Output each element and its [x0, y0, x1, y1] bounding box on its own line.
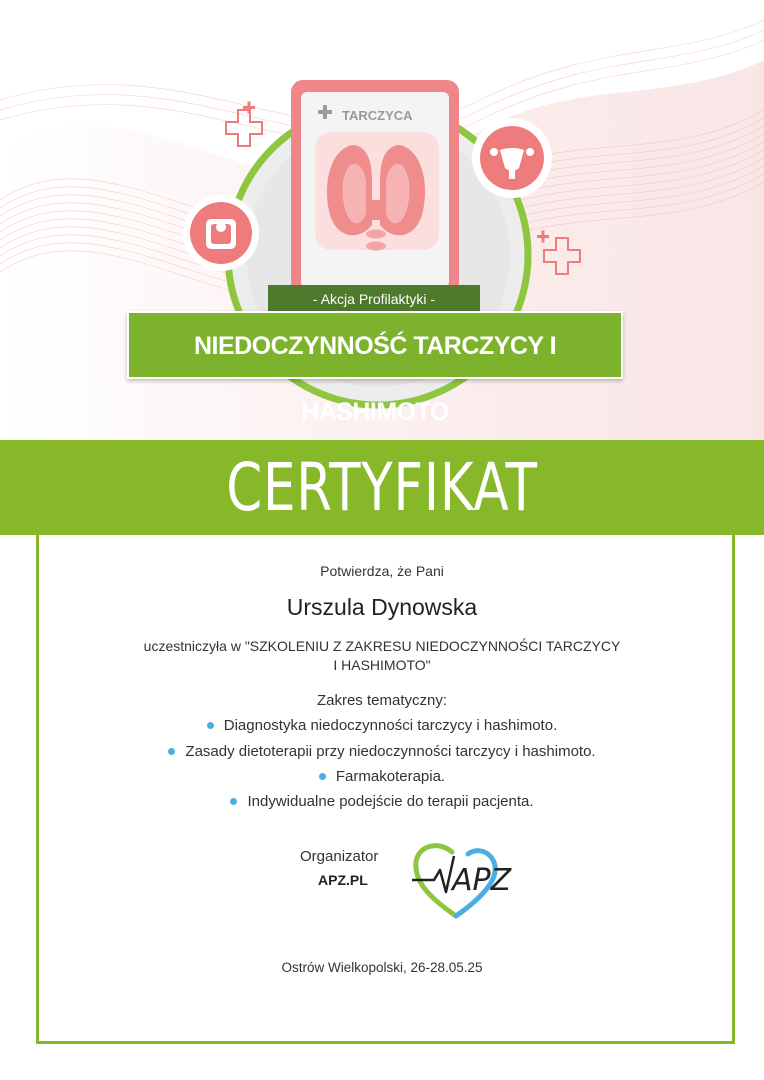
bullet-icon	[207, 722, 214, 729]
bullet-icon	[168, 748, 175, 755]
certificate-title: CERTYFIKAT	[226, 449, 538, 526]
organizer-label: Organizator	[300, 848, 379, 865]
organizer-name: APZ.PL	[318, 872, 368, 888]
list-item: Diagnostyka niedoczynności tarczycy i hashimoto.	[0, 717, 764, 734]
bullet-icon	[230, 798, 237, 805]
clipboard-icon	[291, 80, 459, 295]
bullet-icon	[319, 773, 326, 780]
confirm-text: Potwierdza, że Pani	[320, 563, 444, 579]
place-date: Ostrów Wielkopolski, 26-28.05.25	[281, 960, 483, 975]
uterus-icon	[472, 118, 552, 198]
scale-icon	[183, 195, 259, 271]
topics-heading: Zakres tematyczny:	[316, 692, 448, 709]
list-item: Farmakoterapia.	[0, 768, 764, 785]
list-item: Zasady dietoterapii przy niedoczynności tarczycy i hashimoto.	[0, 743, 764, 760]
clipboard-label: TARCZYCA	[342, 108, 413, 123]
participation-line-1: uczestniczyła w "SZKOLENIU Z ZAKRESU NIEDOCZYNNOŚCI TARCZYCY	[143, 638, 621, 654]
logo-text: APZ	[452, 863, 512, 898]
campaign-title: NIEDOCZYNNOŚĆ TARCZYCY I HASHIMOTO	[127, 311, 623, 379]
apz-logo	[410, 840, 520, 920]
header-illustration	[0, 0, 764, 440]
title-band	[0, 440, 764, 535]
campaign-subtitle: - Akcja Profilaktyki -	[268, 285, 480, 313]
participation-line-2: I HASHIMOTO"	[333, 657, 431, 673]
recipient-name: Urszula Dynowska	[286, 594, 478, 620]
list-item: Indywidualne podejście do terapii pacjenta.	[0, 793, 764, 810]
